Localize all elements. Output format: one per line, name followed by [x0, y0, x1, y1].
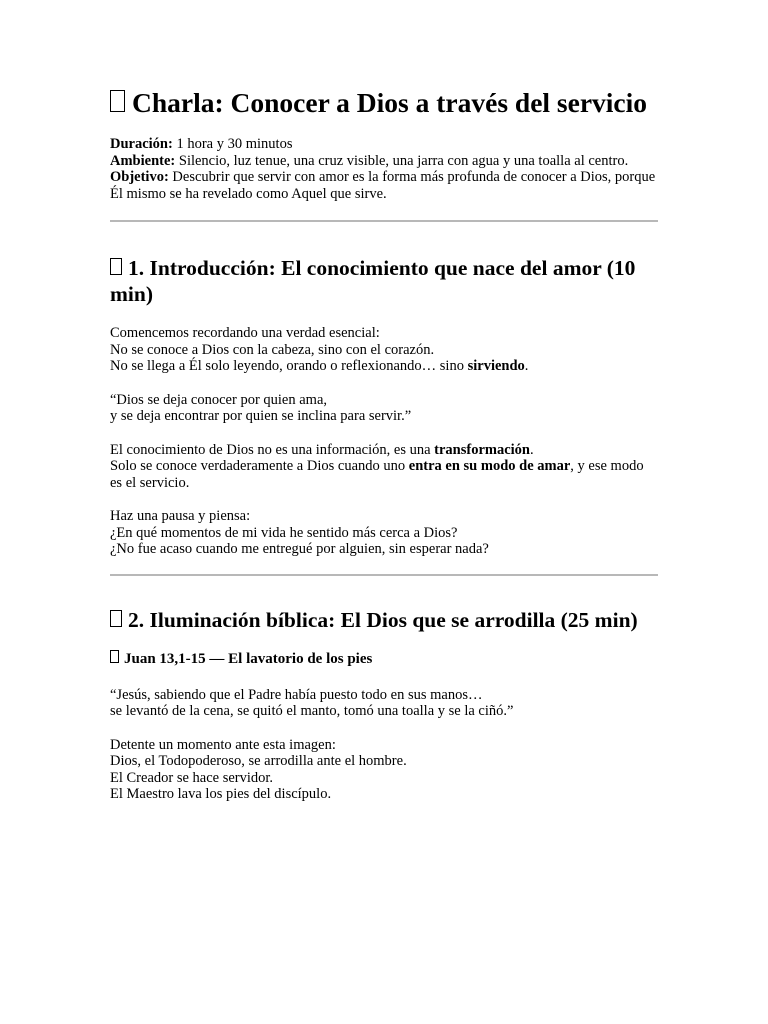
text-line [110, 358, 658, 375]
section1-paragraph-4 [110, 508, 658, 558]
meta-objetivo-label: Objetivo: [110, 169, 169, 185]
quote-line: y se deja encontrar por quien se inclina para servir.” [110, 408, 412, 424]
emphasis-sirviendo: sirviendo [467, 358, 525, 374]
section1-paragraph-1 [110, 325, 658, 375]
section2-subheading-text: Juan 13,1-15 — El lavatorio de los pies [124, 650, 373, 667]
meta-ambiente-value: Silencio, luz tenue, una cruz visible, una jarra con agua y una toalla al centro. [175, 152, 629, 169]
page-title [110, 86, 658, 119]
text-run: Solo se conoce verdaderamente a Dios cuando uno [110, 458, 409, 474]
text-line: Comencemos recordando una verdad esencial: [110, 325, 380, 341]
text-line: ¿No fue acaso cuando me entregué por alguien, sin esperar nada? [110, 541, 489, 557]
document-page [110, 86, 658, 803]
meta-block [110, 136, 658, 202]
meta-duracion-value: 1 hora y 30 minutos [172, 136, 293, 152]
section1-paragraph-3 [110, 442, 658, 492]
missing-glyph-icon [110, 258, 122, 275]
meta-ambiente-label: Ambiente: [110, 152, 176, 169]
text-run: . [524, 358, 529, 374]
missing-glyph-icon [110, 90, 125, 112]
text-line: El Maestro lava los pies del discípulo. [110, 786, 332, 802]
text-line: Detente un momento ante esta imagen: [110, 736, 336, 753]
text-line [110, 442, 658, 459]
meta-objetivo [110, 169, 658, 202]
section1-heading-text: 1. Introducción: El conocimiento que nace del amor (10 min) [110, 256, 636, 306]
quote-line: se levantó de la cena, se quitó el manto, tomó una toalla y se la ciñó.” [110, 703, 514, 719]
section1-heading [110, 255, 658, 307]
section-divider-2 [110, 574, 658, 576]
text-line: Dios, el Todopoderoso, se arrodilla ante el hombre. [110, 753, 407, 769]
missing-glyph-icon [110, 650, 119, 663]
section1-quote [110, 392, 658, 425]
text-run: El conocimiento de Dios no es una información, es una [110, 441, 435, 458]
text-line: ¿En qué momentos de mi vida he sentido más cerca a Dios? [110, 524, 458, 541]
text-line: Haz una pausa y piensa: [110, 508, 251, 524]
section2-quote [110, 687, 658, 720]
section-divider-1 [110, 220, 658, 222]
meta-ambiente [110, 153, 658, 170]
page-title-text: Charla: Conocer a Dios a través del servicio [132, 87, 648, 118]
text-line: El Creador se hace servidor. [110, 769, 274, 786]
meta-duracion-label: Duración: [110, 136, 173, 152]
quote-line: “Jesús, sabiendo que el Padre había puesto todo en sus manos… [110, 686, 483, 703]
emphasis-modo-de-amar: entra en su modo de amar [408, 458, 571, 474]
text-run: No se llega a Él solo leyendo, orando o reflexionando… sino [110, 358, 468, 374]
text-run: . [530, 441, 534, 458]
section2-heading [110, 607, 658, 633]
text-line: No se conoce a Dios con la cabeza, sino con el corazón. [110, 341, 435, 358]
section2-subheading [110, 650, 658, 668]
section2-paragraph-2 [110, 737, 658, 803]
section2-heading-text: 2. Iluminación bíblica: El Dios que se arrodilla (25 min) [128, 607, 638, 632]
meta-objetivo-value: Descubrir que servir con amor es la forma más profunda de conocer a Dios, porque Él mismo se ha revelado como Aquel que sirve. [110, 169, 656, 202]
meta-duracion [110, 136, 658, 153]
text-line [110, 458, 658, 491]
text-run: , y ese modo es el servicio. [110, 458, 644, 491]
missing-glyph-icon [110, 610, 122, 627]
quote-line: “Dios se deja conocer por quien ama, [110, 391, 328, 408]
emphasis-transformacion: transformación [434, 441, 530, 458]
